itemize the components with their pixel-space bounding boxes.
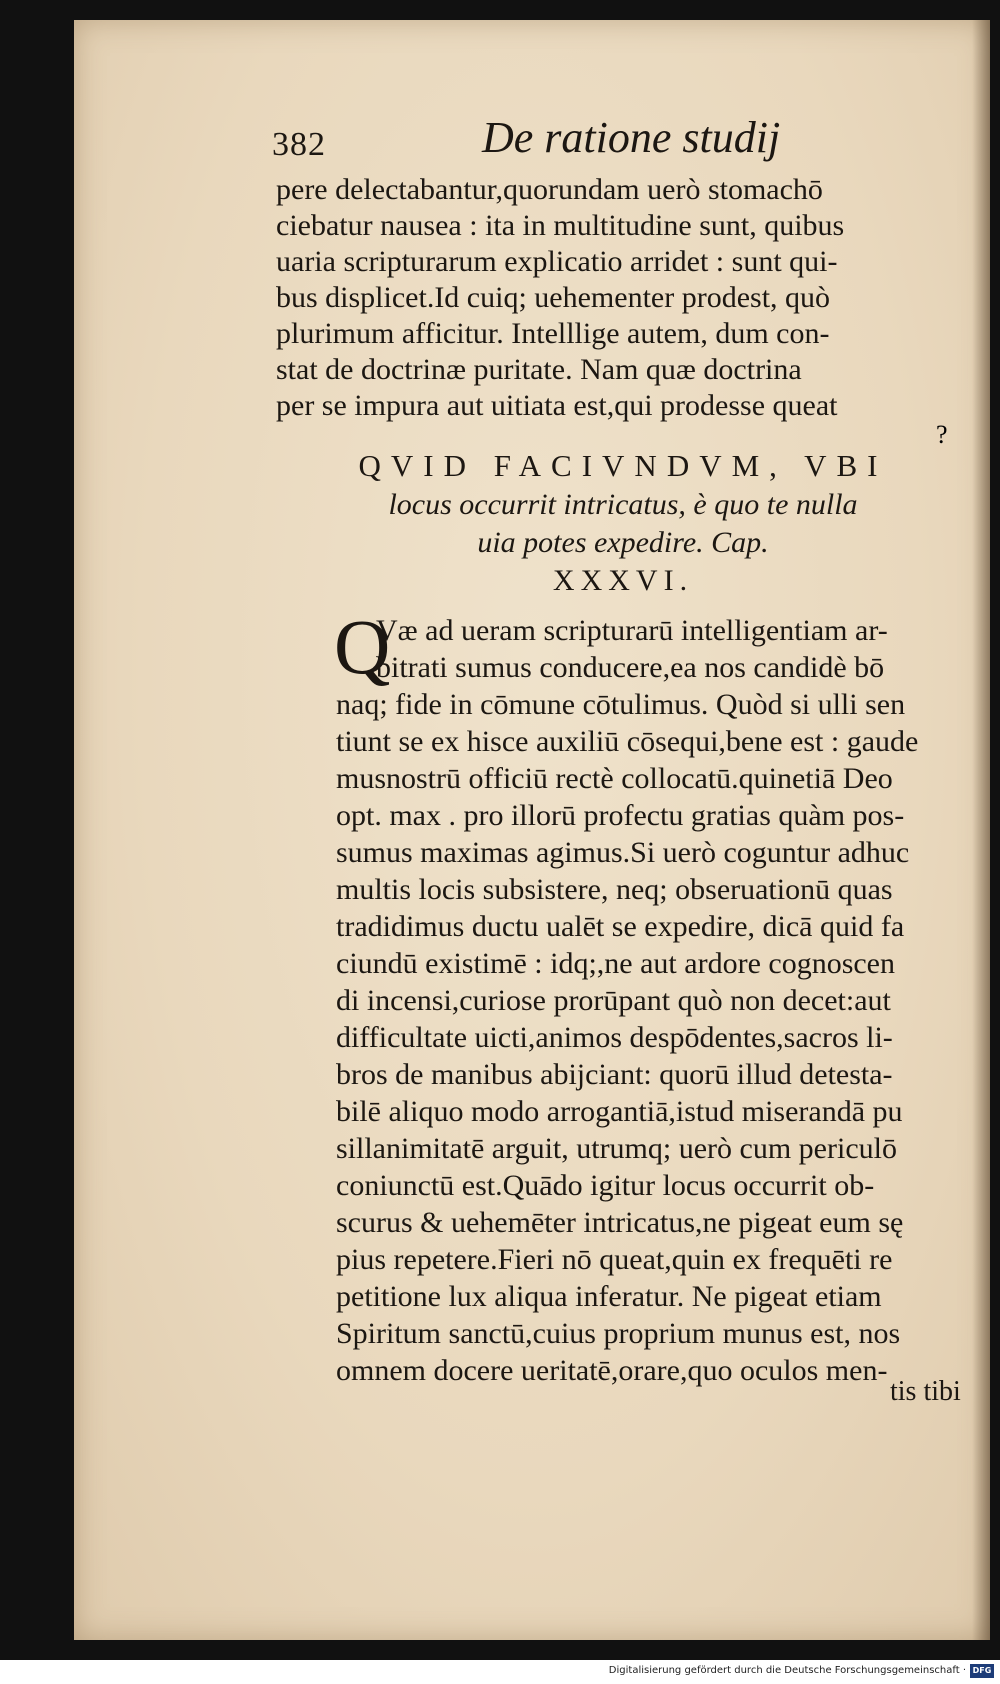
text-line: tiunt se ex hisce auxiliū cōsequi,bene est : gaude (336, 725, 919, 758)
funding-credit: Digitalisierung gefördert durch die Deutsche Forschungsgemeinschaft · (608, 1665, 966, 1676)
text-line: pius repetere.Fieri nō queat,quin ex frequēti re (336, 1243, 893, 1276)
text-line: omnem docere ueritatē,orare,quo oculos men- (336, 1354, 888, 1387)
catchword-mark: ? (936, 420, 948, 449)
digitization-footer (0, 1660, 1000, 1684)
text-line: ciebatur nausea : ita in multitudine sunt, quibus (276, 209, 845, 242)
chapter-heading-italic: uia potes expedire. Cap. (477, 526, 769, 559)
text-line: sumus maximas agimus.Si uerò coguntur adhuc (336, 836, 910, 869)
text-line: coniunctū est.Quādo igitur locus occurrit ob- (336, 1169, 875, 1202)
text-line: plurimum afficitur. Intelllige autem, dum con- (276, 317, 830, 350)
text-line: naq; fide in cōmune cōtulimus. Quòd si ulli sen (336, 688, 906, 721)
text-line: sillanimitatē arguit, utrumq; uerò cum periculō (336, 1132, 897, 1165)
text-line: bilē aliquo modo arrogantiā,istud miserandā pu (336, 1095, 903, 1128)
text-line: tradidimus ductu ualēt se expedire, dicā quid fa (336, 910, 905, 943)
chapter-heading-caps: QVID FACIVNDVM, VBI (358, 448, 888, 483)
text-line: pere delectabantur,quorundam uerò stomachō (276, 173, 823, 206)
chapter-number: XXXVI. (552, 564, 694, 597)
text-line: musnostrū officiū rectè collocatū.quinetiā Deo (336, 762, 893, 795)
text-line: stat de doctrinæ puritate. Nam quæ doctrina (276, 353, 802, 386)
chapter-text-block (336, 612, 976, 1389)
text-line: per se impura aut uitiata est,qui prodesse queat (276, 389, 838, 422)
chapter-heading-italic: locus occurrit intricatus, è quo te nulla (388, 488, 858, 521)
page-number: 382 (272, 126, 326, 163)
text-line: uaria scripturarum explicatio arridet : sunt qui- (276, 245, 838, 278)
text-line: bros de manibus abijciant: quorū illud detesta- (336, 1058, 893, 1091)
text-line: ciundū existimē : idq;,ne aut ardore cognoscen (336, 947, 895, 980)
text-line: scurus & uehemēter intricatus,ne pigeat eum sę (336, 1206, 904, 1239)
drop-initial: Q (334, 603, 391, 690)
dfg-logo: DFG (970, 1664, 994, 1678)
chapter-heading (278, 446, 968, 600)
text-line: di incensi,curiose prorūpant quò non decet:aut (336, 984, 891, 1017)
catchword: tis tibi (890, 1376, 961, 1407)
body-text-block (276, 172, 976, 424)
running-title: De ratione studij (482, 113, 781, 162)
text-line: petitione lux aliqua inferatur. Ne pigeat etiam (336, 1280, 882, 1313)
text-line: difficultate uicti,animos despōdentes,sacros li- (336, 1021, 893, 1054)
text-line: bitrati sumus conducere,ea nos candidè bō (376, 651, 885, 684)
text-line: opt. max . pro illorū profectu gratias quàm pos- (336, 799, 905, 832)
text-line: multis locis subsistere, neq; obseruationū quas (336, 873, 893, 906)
text-line: Spiritum sanctū,cuius proprium munus est, nos (336, 1317, 901, 1350)
page-header (272, 112, 832, 172)
text-line: Væ ad ueram scripturarū intelligentiam ar- (376, 614, 888, 647)
text-line: bus displicet.Id cuiq; uehementer prodest, quò (276, 281, 831, 314)
